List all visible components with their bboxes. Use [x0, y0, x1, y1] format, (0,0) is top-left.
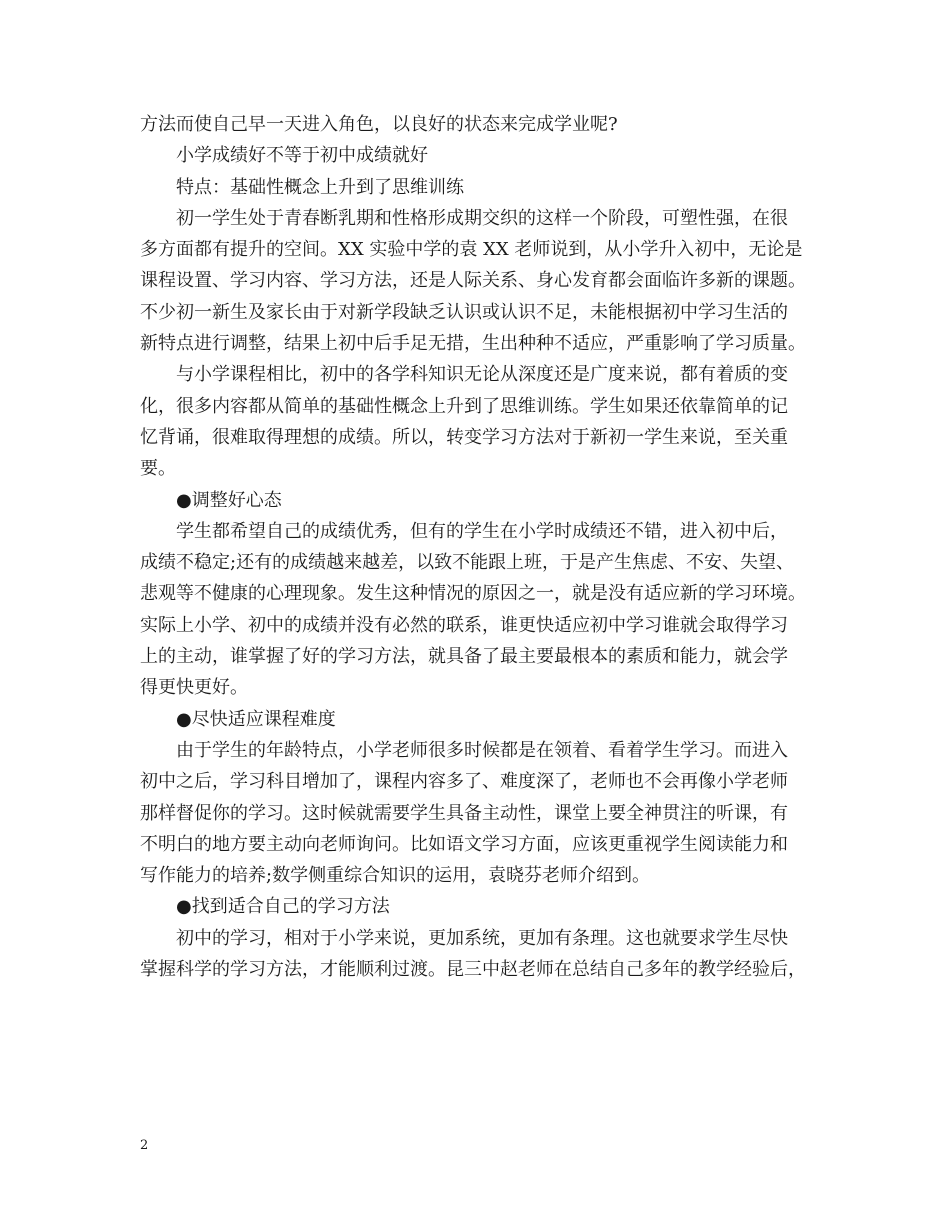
document-body	[140, 109, 840, 985]
text-line: ●调整好心态	[176, 489, 282, 511]
text-line: ●找到适合自己的学习方法	[176, 896, 390, 918]
text-line: 多方面都有提升的空间。XX 实验中学的袁 XX 老师说到，从小学升入初中，无论是	[140, 239, 803, 261]
text-line: 忆背诵，很难取得理想的成绩。所以，转变学习方法对于新初一学生来说，至关重	[140, 426, 788, 448]
text-line: 特点：基础性概念上升到了思维训练	[176, 176, 464, 198]
text-line: 课程设置、学习内容、学习方法，还是人际关系、身心发育都会面临许多新的课题。	[140, 270, 806, 292]
text-line: 成绩不稳定;还有的成绩越来越差，以致不能跟上班，于是产生焦虑、不安、失望、	[140, 552, 795, 574]
text-line: 初一学生处于青春断乳期和性格形成期交织的这样一个阶段，可塑性强，在很	[176, 207, 788, 229]
text-line: 初中的学习，相对于小学来说，更加系统，更加有条理。这也就要求学生尽快	[176, 927, 788, 949]
text-line: 化，很多内容都从简单的基础性概念上升到了思维训练。学生如果还依靠简单的记	[140, 395, 788, 417]
text-line: 上的主动，谁掌握了好的学习方法，就具备了最主要最根本的素质和能力，就会学	[140, 646, 788, 668]
text-line: 不明白的地方要主动向老师询问。比如语文学习方面，应该更重视学生阅读能力和	[140, 833, 788, 855]
text-line: 实际上小学、初中的成绩并没有必然的联系，谁更快适应初中学习谁就会取得学习	[140, 614, 788, 636]
text-line: 悲观等不健康的心理现象。发生这种情况的原因之一，就是没有适应新的学习环境。	[140, 583, 806, 605]
text-line: ●尽快适应课程难度	[176, 708, 336, 730]
text-line: 那样督促你的学习。这时候就需要学生具备主动性，课堂上要全神贯注的听课，有	[140, 802, 788, 824]
text-line: 初中之后，学习科目增加了，课程内容多了、难度深了，老师也不会再像小学老师	[140, 771, 788, 793]
text-line: 与小学课程相比，初中的各学科知识无论从深度还是广度来说，都有着质的变	[176, 364, 788, 386]
text-line: 方法而使自己早一天进入角色，以良好的状态来完成学业呢?	[140, 114, 618, 135]
text-line: 写作能力的培养;数学侧重综合知识的运用，袁晓芬老师介绍到。	[140, 865, 651, 887]
text-line: 掌握科学的学习方法，才能顺利过渡。昆三中赵老师在总结自己多年的教学经验后，	[140, 959, 806, 981]
text-line: 不少初一新生及家长由于对新学段缺乏认识或认识不足，未能根据初中学习生活的	[140, 301, 788, 323]
text-line: 得更快更好。	[140, 677, 248, 699]
text-line: 要。	[140, 458, 176, 480]
page-number: 2	[140, 1138, 149, 1153]
text-line: 小学成绩好不等于初中成绩就好	[176, 145, 428, 167]
text-line: 新特点进行调整，结果上初中后手足无措，生出种种不适应，严重影响了学习质量。	[140, 333, 806, 355]
text-line: 学生都希望自己的成绩优秀，但有的学生在小学时成绩还不错，进入初中后，	[176, 520, 788, 542]
text-line: 由于学生的年龄特点，小学老师很多时候都是在领着、看着学生学习。而进入	[176, 739, 788, 761]
